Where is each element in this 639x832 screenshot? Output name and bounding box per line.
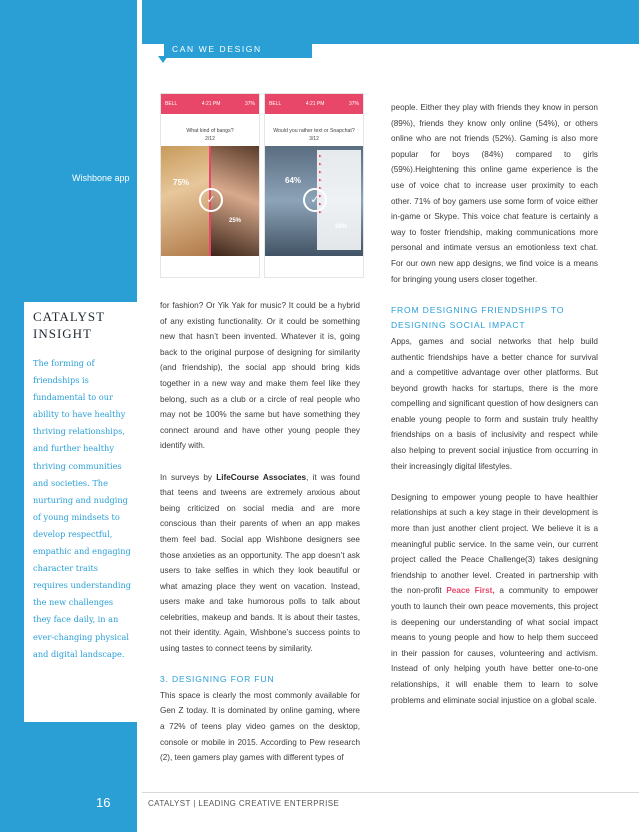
org-name: Peace First,	[446, 586, 495, 596]
poll-question: Would you rather text or Snapchat?	[273, 128, 355, 134]
phone-screen-text	[264, 93, 364, 278]
poll-count: 3/12	[309, 136, 319, 142]
check-icon[interactable]: ✓	[303, 188, 327, 212]
text-column-right	[391, 100, 598, 724]
paragraph	[391, 490, 598, 708]
phone-status-bar	[161, 94, 259, 114]
footer-text: CATALYST | LEADING CREATIVE ENTERPRISE	[148, 799, 340, 808]
left-percent: 75%	[173, 178, 190, 187]
phone-footer	[265, 258, 363, 278]
text-run: , it was found that teens and tweens are extremely anxious about being criticized on social media and are more conscious than their parents of when an app makes them feel bad. Social app Wishbone designers see those anxieties as an opportunity. The app doesn’t ask users to take selfies in which they look beautiful or what amazing place they went on vacation. Instead, users make and take humorous polls to talk about celebrities, makeup and bands. It is about their tastes, not their identity. Again, Wishbone’s success points to using tastes to connect teens by similarity.	[160, 472, 360, 654]
paragraph: for fashion? Or Yik Yak for music? It could be a hybrid of any existing functionality. Or it could be something new that hasn’t been invented. Whatever it is, going back to the original purpose of designing for similarity (and friendship), the social app should bring kids together in a new way and make them feel like they belong, such as a club or a circle of real people who may not be 100% the same but have something they connect around and have other young people they identify with.	[160, 301, 360, 451]
carrier: BELL	[165, 101, 178, 107]
paragraph	[160, 470, 360, 657]
poll-question: What kind of bangs?	[186, 128, 234, 134]
left-percent: 64%	[285, 176, 302, 185]
text-run: a community to empower youth to launch their own peace movements, this project is deepening our understanding of what social impact means to young people and how to help them succeed in their passion for causes, volunteering and activism. Instead of only helping youth have better one-to-one relationships, it will enable them to learn to solve problems and eliminate social injustice on a global scale.	[391, 586, 598, 705]
vertical-divider	[137, 0, 142, 832]
section-heading: FROM DESIGNING FRIENDSHIPS TO	[391, 304, 565, 315]
right-percent: 36%	[335, 224, 348, 230]
phone-screen-bangs	[160, 93, 260, 278]
image-caption: Wishbone app	[72, 173, 130, 183]
wishbone-screenshots	[160, 93, 365, 278]
insight-title: CATALYST INSIGHT	[33, 309, 105, 341]
carrier: BELL	[269, 101, 282, 107]
snapchat-list-photo: ▶ ▶ ▶ ▶ ▶ ▶ ▶ ▶	[317, 150, 361, 250]
phone-status-bar	[265, 94, 363, 114]
section-heading: 3. DESIGNING FOR FUN	[160, 674, 275, 685]
paragraph: This space is clearly the most commonly available for Gen Z today. It is dominated by online gaming, where a 72% of teens play video games on the desktop, console or mobile in 2015. According to Pew research (2), teen gamers play games with different types of	[160, 690, 360, 763]
battery: 37%	[348, 101, 359, 107]
text-column-left	[160, 298, 360, 781]
page-number: 16	[96, 795, 111, 810]
poll-image	[265, 146, 363, 256]
time: 4:21 PM	[305, 101, 325, 107]
right-percent: 25%	[229, 218, 242, 224]
footer-rule	[142, 792, 639, 793]
paragraph: people. Either they play with friends they know in person (89%), friends they know only online (54%), or others online who are not friends (52%). Gaming is also more popular for boys (84%) compared to girls (59%).Heightening this online game experience is the use of voice chat to increase user proximity to each other. 71% of boy gamers use some form of voice either in-game or Skype. This voice chat feature is certainly a way to foster friendship, making communications more personal and intimate versus an emotionless text chat. For our own new app designs, we find voice is a means for bringing young users closer together.	[391, 103, 598, 284]
phone-footer	[161, 258, 259, 278]
battery: 37%	[244, 101, 255, 107]
tab-notch	[158, 56, 168, 63]
section-tab: CAN WE DESIGN FRIENDSHIP?	[164, 40, 312, 58]
poll-image	[161, 146, 259, 256]
poll-count: 2/12	[205, 136, 215, 142]
time: 4:21 PM	[201, 101, 221, 107]
paragraph: Apps, games and social networks that help build authentic friendships have a better chance for survival and a competitive advantage over other platforms. But beyond growth hacks for startups, there is the more compelling and significant question of how designers can enable young people to form and sustain truly healthy friendships on a basis of inclusivity and respect while also helping to prevent social injustice from occurring in their increasingly digital lifestyles.	[391, 336, 598, 471]
text-run: Designing to empower young people to have healthier relationships at such a key stage in their development is more than just another client project. We believe it is a meaningful public service. In the same vein, our current project called the Peace Challenge(3) takes designing friendship to another level. Created in partnership with the non-profit	[391, 492, 598, 596]
section-heading: DESIGNING SOCIAL IMPACT	[391, 320, 526, 331]
org-name: LifeCourse Associates	[216, 472, 307, 482]
check-icon[interactable]: ✓	[199, 188, 223, 212]
text-run: In surveys by	[160, 472, 217, 482]
insight-body: The forming of friendships is fundamental to our ability to have healthy thriving relationships, and further healthy thriving communities and societies. The nurturing and nudging of young mindsets to develop respectful, empathic and engaging character traits requires understanding the new challenges they face daily, in an ever-changing physical and digital landscape.	[33, 358, 132, 659]
header-band	[142, 0, 639, 44]
